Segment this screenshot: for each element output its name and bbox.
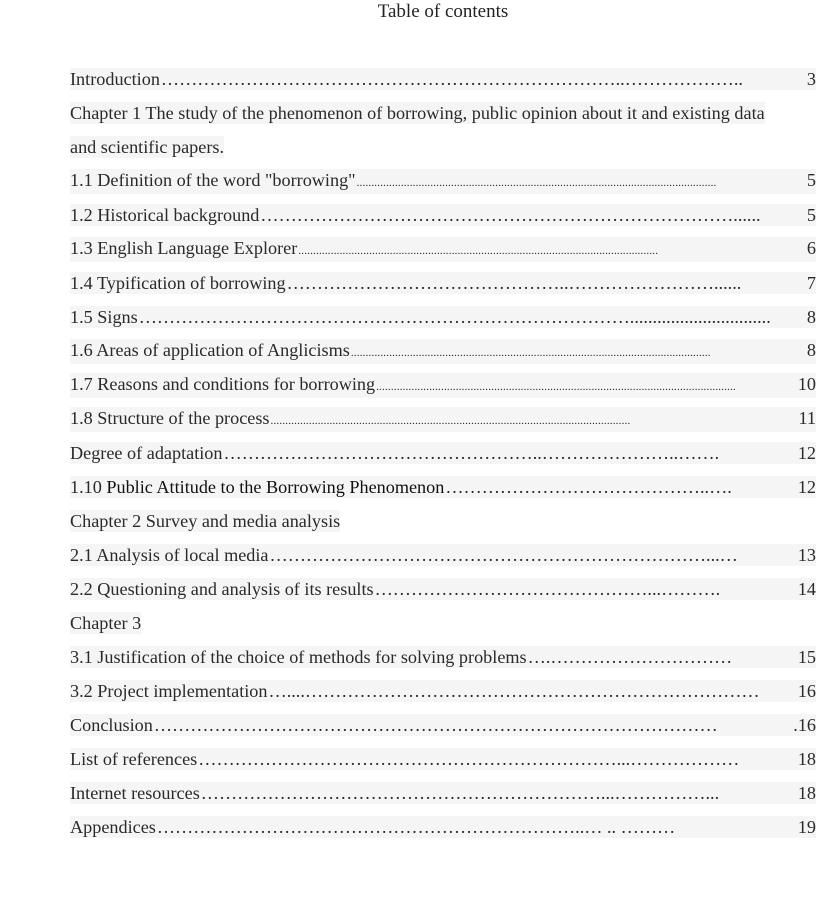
toc-entry xyxy=(70,470,816,504)
toc-entry xyxy=(70,164,816,198)
toc-entry xyxy=(70,266,816,300)
toc-entry xyxy=(70,368,816,402)
toc-entry-row xyxy=(70,272,816,294)
toc-dot-leader: ………………………………………………………………………............................... xyxy=(138,307,771,327)
toc-entry xyxy=(70,334,816,368)
toc-dot-leader: ……………………………………………………………...……………… xyxy=(198,749,740,769)
toc-entry-label xyxy=(70,476,444,498)
toc-entry-row xyxy=(70,748,816,770)
toc-dot-leader: ……………………………………………………………..… .. ……… xyxy=(156,817,676,837)
toc-entry-label-text: Internet resources xyxy=(70,783,200,803)
toc-entry xyxy=(70,62,816,96)
toc-entry-label xyxy=(70,407,270,429)
toc-entry-row xyxy=(70,306,816,328)
toc-page-number: 8 xyxy=(806,307,816,327)
toc-page-number: 13 xyxy=(797,545,816,565)
toc-entry-label-text: 1.5 Signs xyxy=(70,307,138,327)
toc-entry-label-text: 1.3 English Language Explorer xyxy=(70,237,298,258)
toc-entry-label-text: Chapter 1 The study of the phenomenon of borrowing, public opinion about it and existing data xyxy=(70,103,765,123)
toc-dot-leader: ………………………………………………………………………………… xyxy=(153,715,718,735)
toc-entry xyxy=(70,674,816,708)
toc-entry-label xyxy=(70,137,224,157)
toc-page-number: 12 xyxy=(797,443,816,463)
toc-entry-label-text: 1.10 xyxy=(70,477,107,497)
toc-page-number: .16 xyxy=(793,715,816,735)
toc-dot-leader: ……………………………………..…. xyxy=(445,477,732,497)
page-title: Table of contents xyxy=(377,1,509,22)
toc-page-number: 12 xyxy=(797,477,816,497)
toc-entry-row xyxy=(70,442,816,464)
toc-entry-label xyxy=(70,511,340,531)
toc-entry-label-text: 1.4 Typification of borrowing xyxy=(70,273,286,293)
toc-entry-label xyxy=(70,204,259,226)
toc-entry-row xyxy=(70,237,816,262)
toc-entry-label xyxy=(70,272,286,294)
toc-dot-leader: …………………………………………………………...……………... xyxy=(200,783,720,803)
toc-entry-label xyxy=(70,544,269,566)
toc-entry-label xyxy=(70,748,197,770)
toc-heading xyxy=(70,504,816,538)
toc-entry-label xyxy=(70,68,160,90)
toc-entry-row xyxy=(70,714,816,736)
toc-dot-leader: ………………………………………………………………...… xyxy=(269,545,738,565)
toc-dot-leader: .......................................................................................................................... xyxy=(350,346,711,359)
toc-entry-label xyxy=(70,782,200,804)
toc-entry-row xyxy=(70,544,816,566)
toc-page-number: 6 xyxy=(806,237,816,258)
toc-page-number: 18 xyxy=(797,783,816,803)
toc-entry-label-text: 2.2 Questioning and analysis of its results xyxy=(70,579,374,599)
toc-dot-leader: …………………………………………………………………..……………….. xyxy=(160,69,743,89)
toc-entry-label xyxy=(70,714,153,736)
toc-dot-leader: .......................................................................................................................... xyxy=(376,380,737,393)
toc-page-number: 16 xyxy=(797,681,816,701)
toc-entry-row xyxy=(70,680,816,702)
toc-entry-row xyxy=(70,578,816,600)
toc-entry xyxy=(70,776,816,810)
toc-entry xyxy=(70,742,816,776)
toc-entry xyxy=(70,810,816,844)
toc-page-number: 5 xyxy=(806,205,816,225)
toc-entry-row xyxy=(70,68,816,90)
toc-entry-label xyxy=(70,578,374,600)
toc-entry-row xyxy=(70,782,816,804)
toc-entry-label-text: 1.6 Areas of application of Anglicisms xyxy=(70,339,350,360)
toc-entry xyxy=(70,300,816,334)
toc-page-number: 10 xyxy=(797,373,816,394)
toc-entry-label xyxy=(70,816,156,838)
toc-dot-leader: ……………………………………………………………………...... xyxy=(260,205,761,225)
toc-entry-label xyxy=(70,237,297,259)
toc-entry-label-text: Chapter 2 Survey and media analysis xyxy=(70,511,341,531)
toc-entry-row xyxy=(70,510,340,532)
toc-entry-label xyxy=(70,339,350,361)
toc-entry xyxy=(70,436,816,470)
toc-entry-label-text: 2.1 Analysis of local media xyxy=(70,545,269,565)
toc-entry-label-emphasis: Public Attitude to the Borrowing Phenomenon xyxy=(106,477,445,497)
toc-heading xyxy=(70,606,816,640)
toc-entry-label xyxy=(70,680,268,702)
toc-dot-leader: ……………………………………………..…………………..……. xyxy=(223,443,720,463)
toc-entry-row xyxy=(70,204,816,226)
toc-entry-row xyxy=(70,169,816,194)
toc-entry-label xyxy=(70,306,138,328)
toc-page-number: 14 xyxy=(797,579,816,599)
toc-entry-label xyxy=(70,613,141,633)
toc-entry-label-text: 3.1 Justification of the choice of methods for solving problems xyxy=(70,647,527,667)
toc-entry-label-text: 3.2 Project implementation xyxy=(70,681,268,701)
toc-entry-row xyxy=(70,816,816,838)
toc-entry-label-text: Introduction xyxy=(70,69,160,89)
toc-entry xyxy=(70,572,816,606)
toc-dot-leader: .......................................................................................................................... xyxy=(270,414,631,427)
toc-entry-label-text: Appendices xyxy=(70,817,156,837)
toc-entry-label xyxy=(70,373,375,395)
toc-entry-row xyxy=(70,102,765,124)
toc-entry xyxy=(70,708,816,742)
toc-entry-label xyxy=(70,442,223,464)
toc-page-number: 5 xyxy=(806,169,816,190)
toc-page-number: 15 xyxy=(797,647,816,667)
toc-entry-label-text: List of references xyxy=(70,749,198,769)
toc-entry-label-text: 1.7 Reasons and conditions for borrowing xyxy=(70,373,376,394)
toc-entry-label-text: Degree of adaptation xyxy=(70,443,223,463)
toc-entry xyxy=(70,402,816,436)
toc-entry-label-text: 1.1 Definition of the word "borrowing" xyxy=(70,169,356,190)
toc-dot-leader: .......................................................................................................................... xyxy=(356,176,717,189)
toc-dot-leader: ………………………………………...………. xyxy=(374,579,721,599)
toc-entry xyxy=(70,232,816,266)
toc-entry xyxy=(70,198,816,232)
toc-page-number: 3 xyxy=(806,69,816,89)
toc-dot-leader: ….………………………… xyxy=(527,647,733,667)
toc-entry-row xyxy=(70,646,816,668)
toc-entry-row xyxy=(70,373,816,398)
toc-entry-row xyxy=(70,476,816,498)
toc-entry-label-text: and scientific papers. xyxy=(70,137,225,157)
toc-heading xyxy=(70,130,816,164)
toc-entry xyxy=(70,640,816,674)
toc-entry-label xyxy=(70,646,527,668)
toc-entry-label xyxy=(70,103,765,123)
toc-list xyxy=(70,62,816,844)
toc-page-number: 8 xyxy=(806,339,816,360)
toc-entry-label-text: Conclusion xyxy=(70,715,153,735)
toc-page-number: 18 xyxy=(797,749,816,769)
toc-entry xyxy=(70,538,816,572)
toc-entry-row xyxy=(70,407,816,432)
toc-entry-row xyxy=(70,612,141,634)
toc-page-number: 19 xyxy=(797,817,816,837)
toc-entry-row xyxy=(70,136,224,158)
toc-heading xyxy=(70,96,816,130)
toc-page-number: 7 xyxy=(806,273,816,293)
toc-entry-row xyxy=(70,339,816,364)
toc-entry-label-text: Chapter 3 xyxy=(70,613,142,633)
toc-dot-leader: .......................................................................................................................... xyxy=(298,244,659,257)
toc-page-number: 11 xyxy=(798,407,816,428)
toc-dot-leader: ………………………………………..……………………...... xyxy=(286,273,742,293)
toc-entry-label-text: 1.8 Structure of the process xyxy=(70,407,270,428)
toc-entry-label xyxy=(70,169,356,191)
toc-entry-label-text: 1.2 Historical background xyxy=(70,205,260,225)
toc-dot-leader: …....………………………………………………………………… xyxy=(268,681,760,701)
